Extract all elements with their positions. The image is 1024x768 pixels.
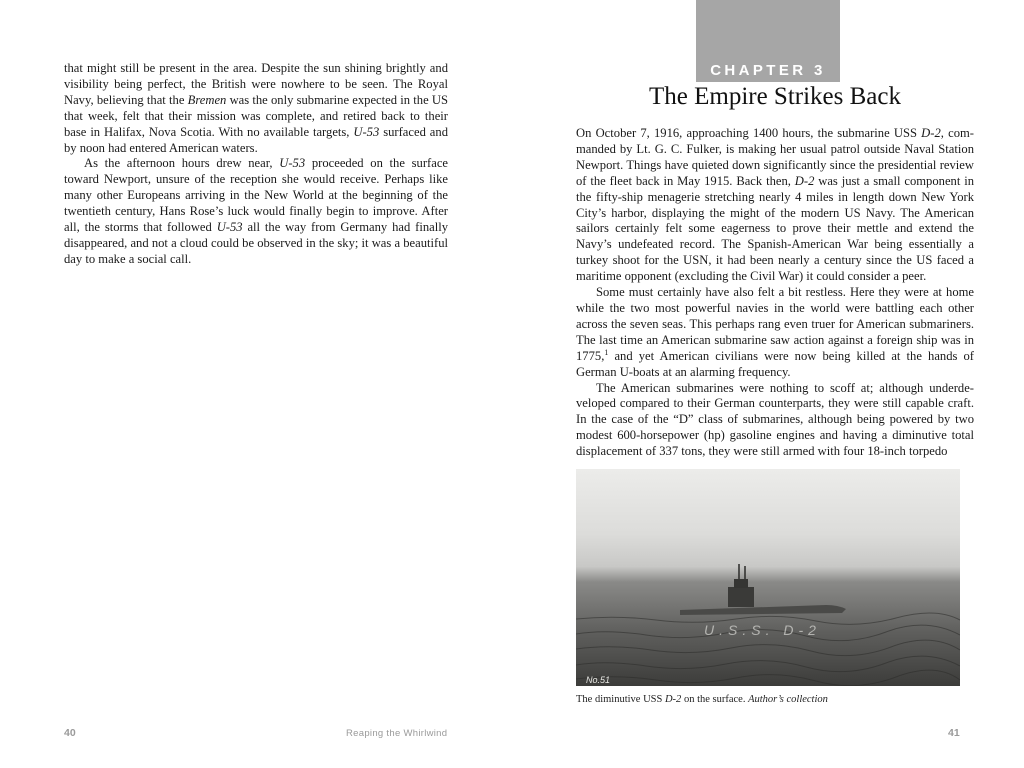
paragraph: As the afternoon hours drew near, U-53 proceeded on the surface toward Newport, unsure of the reception she would receive. Perhaps like many other Europeans arriving in the New World at the beginning of the twentieth century, Hans Rose’s luck would finally begin to improve. After all, the storms that followed U-53 all the way from Germany had finally disappeared, and not a cloud could be observed in the sky; it was a beautiful day to make a social call. <box>64 156 449 266</box>
hull-marking: U.S.S. D-2 <box>704 622 821 638</box>
photo-caption: The diminutive USS D-2 on the surface. Author’s collection <box>576 694 828 705</box>
plate-number: No.51 <box>586 675 611 685</box>
chapter-label: CHAPTER 3 <box>710 62 826 79</box>
right-page <box>512 0 1024 768</box>
caption-ship-name: D-2 <box>664 694 682 705</box>
submarine-illustration <box>576 469 960 686</box>
conning-tower <box>728 587 754 607</box>
chapter-tab <box>696 0 840 82</box>
page-number-left: 40 <box>64 727 76 739</box>
caption-credit: Author’s collection <box>748 694 828 705</box>
left-body-text <box>64 61 448 268</box>
paragraph: Some must certainly have also felt a bit restless. Here they were at home while the two most powerful navies in the world were battling each other across the seven seas. This perhaps rang even truer for American submariners. The last time an American submarine saw action against a foreign ship was in 1775,$^1$ and yet American civilians were now being killed at the hands of German U-boats at an alarming frequency. <box>576 285 974 379</box>
chapter-title: The Empire Strikes Back <box>648 83 901 110</box>
submarine-hull <box>680 605 846 615</box>
submarine-photo <box>576 469 960 686</box>
running-head: Reaping the Whirlwind <box>346 728 448 739</box>
paragraph: The American submarines were nothing to scoff at; although underdeveloped compared to their German counterparts, they were still capable craft. In the case of the “D” class of submarines, although being powered by two modest 600-horsepower (hp) gasoline engines and having a diminutive total displacement of 337 tons, they were still armed with four 18-inch torpedo <box>576 380 974 459</box>
paragraph: that might still be present in the area. Despite the sun shining brightly and visibility being perfect, the British were nowhere to be seen. The Royal Navy, believing that the Bremen was the only submarine expected in the US that week, felt that their mission was complete, and retired back to their base in Halifax, Nova Scotia. With no available targets, U-53 surfaced and by noon had entered American waters. <box>64 61 448 155</box>
page-number-right: 41 <box>948 727 960 739</box>
right-body-text <box>576 126 974 460</box>
paragraph: On October 7, 1916, approaching 1400 hours, the submarine USS D-2, commanded by Lt. G. C. Fulker, is making her usual patrol outside Naval Station Newport. Things have quieted down significantly since the presidential review of the fleet back in May 1915. Back then, D-2 was just a small component in the fifty-ship menagerie stretching nearly 4 miles in length down New York City’s harbor, displaying the might of the modern US Navy. The American sailors certainly felt some eagerness to prove their mettle and extend the Navy’s undefeated record. The Spanish-American War being essentially a turkey shoot for the USN, it had been nearly a century since the US faced a maritime opponent (excluding the Civil War) it could consider a peer. <box>576 126 975 284</box>
